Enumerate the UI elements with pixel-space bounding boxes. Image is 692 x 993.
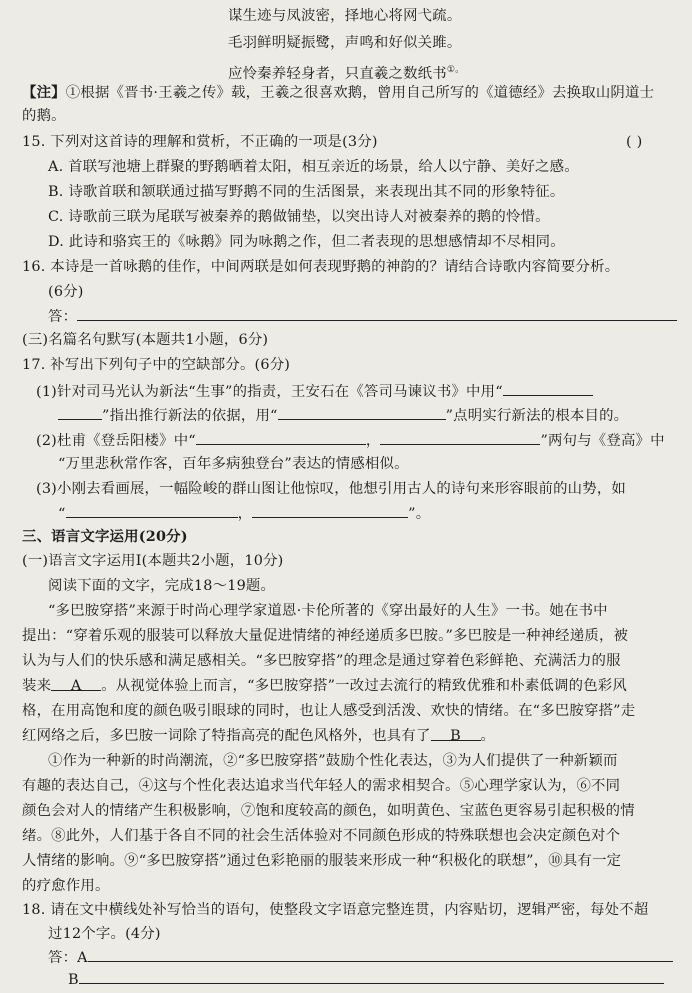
q17-blank-1b[interactable]	[278, 405, 446, 420]
q18-answer-a-line[interactable]	[88, 947, 673, 962]
q17-item-2-text-a: (2)杜甫《登岳阳楼》中“	[36, 433, 196, 449]
q17-item-1-text-a: (1)针对司马光认为新法“生事”的指责，王安石在《答司马谏议书》中用“	[36, 384, 503, 400]
q15-stem: 15. 下列对这首诗的理解和赏析，不正确的一项是(3分)	[22, 134, 378, 150]
passage-line-3: 认为与人们的快乐感和满足感相关。“多巴胺穿搭”的理念是通过穿着色彩鲜艳、充满活力的服	[22, 653, 621, 669]
footnote-marker: ①。	[446, 65, 465, 75]
passage-line-4-text-a: 装来	[22, 678, 52, 694]
blank-b[interactable]: B	[431, 726, 481, 741]
q17-item-2-text-c: ”两句与《登高》中	[540, 433, 665, 449]
passage-line-12: 的疗愈作用。	[22, 878, 110, 894]
poem-line-2: 毛羽鲜明疑振鹭，声鸣和好似关雎。	[228, 35, 462, 51]
note-line-2: 的鹅。	[22, 108, 66, 124]
section-3-heading: 三、语言文字运用(20分)	[22, 528, 188, 545]
q18-answer-a-label: 答：A	[48, 950, 88, 966]
poem-line-3	[228, 60, 464, 84]
q18-answer-b-line[interactable]	[79, 969, 664, 984]
q17-item-3-line-2	[58, 503, 430, 524]
passage-line-9: 颜色会对人的情绪产生积极影响，⑦饱和度较高的颜色，如明黄色、宝蓝色更容易引起积极的情	[22, 803, 635, 819]
q18-answer-a-row	[48, 947, 673, 968]
q17-item-3-comma: ，	[237, 506, 253, 522]
blank-a[interactable]: A	[51, 676, 101, 691]
passage-line-4-text-b: 。从视觉体验上而言，“多巴胺穿搭”一改过去流行的精致优雅和朴素低调的色彩风	[101, 678, 627, 694]
q17-item-3-line-1: (3)小刚去看画展，一幅险峻的群山图让他惊叹，他想引用古人的诗句来形容眼前的山势，如	[36, 481, 627, 497]
q17-item-2-comma: ，	[365, 433, 381, 449]
q15-option-d: D. 此诗和骆宾王的《咏鹅》同为咏鹅之作，但二者表现的思想感情却不尽相同。	[48, 234, 565, 250]
q17-blank-2b[interactable]	[380, 430, 540, 445]
q17-item-3-open-quote: “	[58, 506, 66, 522]
q17-item-1-text-c: ”点明实行新法的根本目的。	[445, 408, 629, 424]
q17-blank-2a[interactable]	[196, 430, 366, 445]
note-line-1	[22, 83, 654, 103]
passage-line-2: 提出：“穿着乐观的服装可以释放大量促进情绪的神经递质多巴胺。”多巴胺是一种神经递质，被	[22, 628, 629, 644]
q17-item-1-text-b: ”指出推行新法的依据，用“	[102, 408, 278, 424]
q17-blank-3a[interactable]	[66, 503, 238, 518]
q16-answer-row	[48, 306, 677, 327]
q18-stem-line-2: 过12个字。(4分)	[48, 926, 161, 942]
section-3-1-heading: (一)语言文字运用Ⅰ(本题共2小题，10分)	[22, 553, 284, 569]
passage-line-6-text-b: 。	[480, 728, 496, 744]
q17-item-1-line-2	[58, 405, 628, 426]
passage-line-10: 绪。⑧此外，人们基于各自不同的社会生活体验对不同颜色形成的特殊联想也会决定颜色对个	[22, 828, 621, 844]
q15-answer-paren[interactable]: ( )	[626, 134, 643, 150]
q16-points: (6分)	[48, 284, 84, 300]
q15-option-c: C. 诗歌前三联为尾联写被秦养的鹅做铺垫，以突出诗人对被秦养的鹅的怜惜。	[48, 209, 550, 225]
q16-answer-line[interactable]	[77, 306, 677, 321]
note-text-1: ①根据《晋书·王羲之传》载，王羲之很喜欢鹅，曾用自己所写的《道德经》去换取山阴道士	[65, 85, 655, 101]
note-label: 【注】	[22, 84, 66, 101]
q17-item-2-line-1	[36, 430, 665, 451]
passage-line-5: 格，在用高饱和度的颜色吸引眼球的同时，也让人感受到活泼、欢快的情绪。在“多巴胺穿搭”走	[22, 703, 636, 719]
reading-intro: 阅读下面的文字，完成18～19题。	[48, 578, 276, 594]
q18-answer-b-label: B	[68, 972, 79, 988]
q17-item-1-line-1	[36, 381, 593, 402]
passage-line-11: 人情绪的影响。⑨“多巴胺穿搭”通过色彩艳丽的服装来形成一种“积极化的联想”，⑩具有一定	[22, 853, 622, 869]
q17-blank-3b[interactable]	[252, 503, 408, 518]
poem-line-1: 谋生迹与凤波密，择地心将网弋疏。	[228, 8, 462, 24]
passage-line-4	[22, 676, 627, 696]
q17-blank-1a[interactable]	[503, 381, 593, 396]
q17-stem: 17. 补写出下列句子中的空缺部分。(6分)	[22, 357, 291, 373]
passage-line-8: 有趣的表达自己，④这与个性化表达追求当代年轻人的需求相契合。⑤心理学家认为，⑥不同	[22, 778, 621, 794]
passage-line-7: ①作为一种新的时尚潮流，②“多巴胺穿搭”鼓励个性化表达，③为人们提供了一种新颖而	[48, 753, 618, 769]
q17-item-2-line-2: “万里悲秋常作客，百年多病独登台”表达的情感相似。	[58, 456, 409, 472]
q17-item-3-close-quote: ”。	[408, 506, 431, 522]
q15-option-b: B. 诗歌首联和颔联通过描写野鹅不同的生活图景，来表现出其不同的形象特征。	[48, 184, 565, 200]
q17-blank-1a-cont[interactable]	[58, 405, 102, 420]
poem-line-3-text: 应怜秦养轻身者，只直羲之数纸书	[228, 65, 447, 82]
q15-option-a: A. 首联写池塘上群聚的野鹅晒着太阳，相互亲近的场景，给人以宁静、美好之感。	[48, 159, 579, 175]
passage-line-6-text-a: 红网络之后，多巴胺一词除了特指高亮的配色风格外，也具有了	[22, 728, 431, 744]
q16-answer-label: 答：	[48, 309, 78, 325]
section-3-3-heading: (三)名篇名句默写(本题共1小题，6分)	[22, 332, 269, 348]
q18-answer-b-row	[68, 969, 664, 990]
passage-line-6	[22, 726, 495, 746]
q16-stem: 16. 本诗是一首咏鹅的佳作，中间两联是如何表现野鹅的神韵的？请结合诗歌内容简要分析。	[22, 259, 620, 275]
passage-line-1: “多巴胺穿搭”来源于时尚心理学家道恩·卡伦所著的《穿出最好的人生》一书。她在书中	[48, 603, 608, 619]
q18-stem-line-1: 18. 请在文中横线处补写恰当的语句，使整段文字语意完整连贯，内容贴切，逻辑严密，每处不超	[22, 902, 649, 918]
